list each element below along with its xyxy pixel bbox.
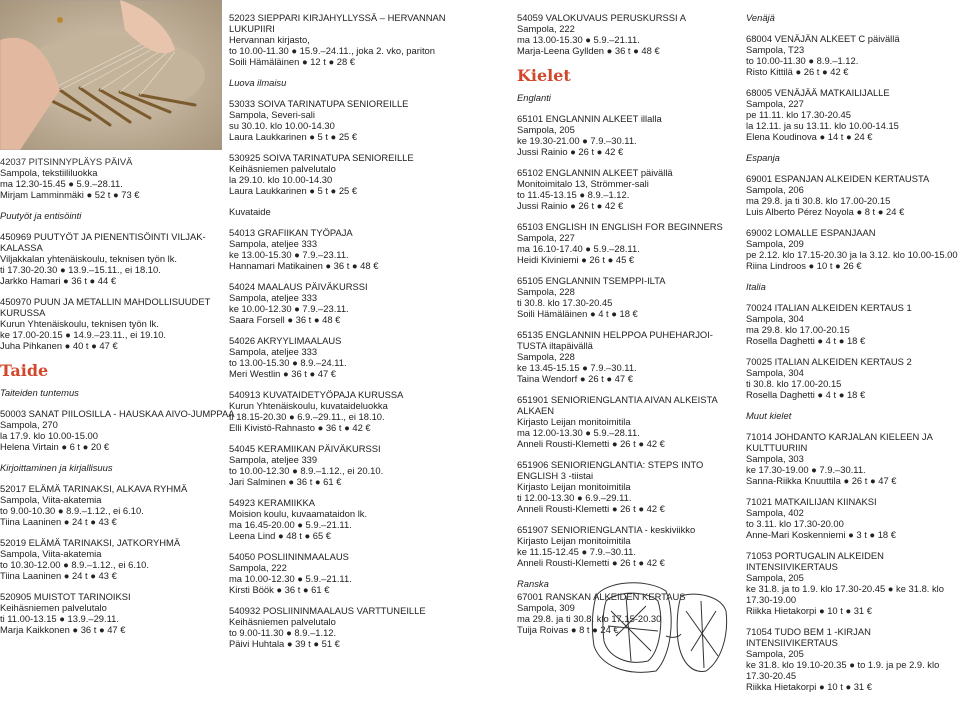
course-schedule: pe 2.12. klo 17.15-20.30 ja la 3.12. klo 10.00-15.00 <box>746 249 958 260</box>
course-title: 54045 KERAMIIKAN PÄIVÄKURSSI <box>229 443 381 454</box>
course-title: 52023 SIEPPARI KIRJAHYLLYSSÄ – HERVANNAN LUKUPIIRI <box>229 12 449 34</box>
course-entry <box>0 483 235 527</box>
course-entry <box>0 408 235 452</box>
course-schedule: to 10.00-11.30 ● 8.9.–1.12. <box>746 55 859 66</box>
course-title: 71053 PORTUGALIN ALKEIDEN INTENSIIVIKERTAUS <box>746 550 887 572</box>
course-entry <box>229 335 477 379</box>
course-schedule: la 29.10. klo 10.00-14.30 <box>229 174 333 185</box>
course-location: Sampola, Viita-akatemia <box>0 494 102 505</box>
course-schedule: ke 17.30-19.00 ● 7.9.–30.11. <box>746 464 866 475</box>
course-entry <box>229 389 477 433</box>
course-teacher: Riina Lindroos ● 10 t ● 26 € <box>746 260 862 271</box>
course-title: 67001 RANSKAN ALKEIDEN KERTAUS <box>517 591 686 602</box>
course-teacher: Helena Virtain ● 6 t ● 20 € <box>0 441 110 452</box>
course-schedule: ma 12.30-15.45 ● 5.9.–28.11. <box>0 178 123 189</box>
course-schedule: pe 11.11. klo 17.30-20.45 <box>746 109 851 120</box>
course-location: Sampola, 304 <box>746 367 804 378</box>
course-teacher: Soili Hämäläinen ● 12 t ● 28 € <box>229 56 355 67</box>
course-entry <box>746 431 960 486</box>
course-entry <box>746 496 960 540</box>
course-entry <box>229 98 477 142</box>
course-title: 71054 TUDO BEM 1 -KIRJAN INTENSIIVIKERTAUS <box>746 626 874 648</box>
course-schedule: ti 30.8. klo 17.30-20.45 <box>517 297 613 308</box>
course-title: 65101 ENGLANNIN ALKEET illalla <box>517 113 662 124</box>
course-teacher: Anneli Rousti-Klemetti ● 26 t ● 42 € <box>517 503 665 514</box>
course-schedule: to 10.30-12.00 ● 8.9.–1.12., ei 6.10. <box>0 559 150 570</box>
course-location: Sampola, tekstiililuokka <box>0 167 98 178</box>
course-schedule: ma 12.00-13.30 ● 5.9.–28.11. <box>517 427 640 438</box>
course-location: Sampola, 309 <box>517 602 575 613</box>
course-entry <box>229 443 477 487</box>
column-2 <box>229 12 477 659</box>
course-title: 52017 ELÄMÄ TARINAKSI, ALKAVA RYHMÄ <box>0 483 188 494</box>
course-teacher: Luis Alberto Pérez Noyola ● 8 t ● 24 € <box>746 206 905 217</box>
course-teacher: Jari Salminen ● 36 t ● 61 € <box>229 476 342 487</box>
subsection-heading: Kirjoittaminen ja kirjallisuus <box>0 462 113 473</box>
course-title: 71021 MATKAILIJAN KIINAKSI <box>746 496 877 507</box>
subsection-heading: Luova ilmaisu <box>229 77 287 88</box>
course-teacher: Riikka Hietakorpi ● 10 t ● 31 € <box>746 681 872 692</box>
course-title: 54026 AKRYYLIMAALAUS <box>229 335 342 346</box>
course-entry <box>517 524 739 568</box>
course-location: Sampola, 228 <box>517 351 575 362</box>
course-schedule: ke 13.00-15.30 ● 7.9.–23.11. <box>229 249 349 260</box>
course-schedule: to 9.00-10.30 ● 8.9.–1.12., ei 6.10. <box>0 505 144 516</box>
course-teacher: Marja Kaikkonen ● 36 t ● 47 € <box>0 624 126 635</box>
course-schedule: ma 16.45-20.00 ● 5.9.–21.11. <box>229 519 352 530</box>
course-location: Kurun Yhtenäiskoulu, teknisen työn lk. <box>0 318 159 329</box>
course-schedule: ma 29.8. ja ti 30.8. klo 17.15-20.30 <box>517 613 662 624</box>
course-location: Sampola, T23 <box>746 44 805 55</box>
course-location: Sampola, 402 <box>746 507 804 518</box>
course-title: 65135 ENGLANNIN HELPPOA PUHEHARJOI-TUSTA iltapäivällä <box>517 329 713 351</box>
subsection-heading: Espanja <box>746 152 780 163</box>
course-location: Kirjasto Leijan monitoimitila <box>517 416 631 427</box>
course-location: Sampola, ateljee 339 <box>229 454 318 465</box>
course-location: Monitoimitalo 13, Strömmer-sali <box>517 178 649 189</box>
course-title: 530925 SOIVA TARINATUPA SENIOREILLE <box>229 152 414 163</box>
course-location: Kirjasto Leijan monitoimitila <box>517 481 631 492</box>
subsection-heading: Muut kielet <box>746 410 792 421</box>
course-entry <box>746 626 960 692</box>
course-schedule: ke 31.8. ja to 1.9. klo 17.30-20.45 ● ke 31.8. klo 17.30-19.00 <box>746 583 947 605</box>
course-location: Sampola, 222 <box>517 23 575 34</box>
course-title: 540913 KUVATAIDETYÖPAJA KURUSSA <box>229 389 404 400</box>
course-teacher: Mirjam Lamminmäki ● 52 t ● 73 € <box>0 189 140 200</box>
course-entry <box>746 173 960 217</box>
course-title: 53033 SOIVA TARINATUPA SENIOREILLE <box>229 98 409 109</box>
course-schedule: to 9.00-11.30 ● 8.9.–1.12. <box>229 627 337 638</box>
course-entry <box>229 227 477 271</box>
course-title: 651901 SENIORIENGLANTIA AIVAN ALKEISTA ALKAEN <box>517 394 720 416</box>
column-3 <box>517 12 739 645</box>
course-entry <box>746 87 960 142</box>
course-location: Kirjasto Leijan monitoimitila <box>517 535 631 546</box>
course-location: Sampola, Severi-sali <box>229 109 315 120</box>
course-location: Sampola, Viita-akatemia <box>0 548 102 559</box>
course-entry <box>517 167 739 211</box>
course-title: 54024 MAALAUS PÄIVÄKURSSI <box>229 281 368 292</box>
course-title: 70024 ITALIAN ALKEIDEN KERTAUS 1 <box>746 302 912 313</box>
course-location: Sampola, 222 <box>229 562 287 573</box>
course-title: 54013 GRAFIIKAN TYÖPAJA <box>229 227 353 238</box>
course-location: Sampola, 205 <box>746 572 804 583</box>
course-location: Sampola, ateljee 333 <box>229 238 318 249</box>
course-schedule: ma 29.8. klo 17.00-20.15 <box>746 324 850 335</box>
course-teacher: Anne-Mari Koskenniemi ● 3 t ● 18 € <box>746 529 896 540</box>
course-title: 69002 LOMALLE ESPANJAAN <box>746 227 876 238</box>
course-location: Kurun Yhtenäiskoulu, kuvataideluokka <box>229 400 388 411</box>
course-teacher: Rosella Daghetti ● 4 t ● 18 € <box>746 335 866 346</box>
course-teacher: Marja-Leena Gyllden ● 36 t ● 48 € <box>517 45 660 56</box>
course-title: 69001 ESPANJAN ALKEIDEN KERTAUSTA <box>746 173 930 184</box>
subsection-heading: Ranska <box>517 578 549 589</box>
course-teacher: Heidi Kiviniemi ● 26 t ● 45 € <box>517 254 635 265</box>
course-title: 42037 PITSINNYPLÄYS PÄIVÄ <box>0 156 133 167</box>
course-entry <box>746 356 960 400</box>
course-entry <box>229 152 477 196</box>
course-location: Sampola, 209 <box>746 238 804 249</box>
course-entry <box>0 537 235 581</box>
course-entry <box>229 12 477 67</box>
section-heading-kielet: Kielet <box>517 66 571 85</box>
course-teacher: Riikka Hietakorpi ● 10 t ● 31 € <box>746 605 872 616</box>
course-teacher: Saara Forsell ● 36 t ● 48 € <box>229 314 341 325</box>
course-teacher: Kirsti Böök ● 36 t ● 61 € <box>229 584 330 595</box>
course-title: 54050 POSLIININMAALAUS <box>229 551 349 562</box>
course-teacher: Elena Koudinova ● 14 t ● 24 € <box>746 131 873 142</box>
course-location: Sampola, ateljee 333 <box>229 292 318 303</box>
course-schedule: ma 16.10-17.40 ● 5.9.–28.11. <box>517 243 640 254</box>
course-title: 540932 POSLIININMAALAUS VARTTUNEILLE <box>229 605 426 616</box>
course-location: Sampola, ateljee 333 <box>229 346 318 357</box>
course-title: 651907 SENIORIENGLANTIA - keskiviikko <box>517 524 696 535</box>
course-title: 54059 VALOKUVAUS PERUSKURSSI A <box>517 12 686 23</box>
course-teacher: Anneli Rousti-Klemetti ● 26 t ● 42 € <box>517 438 665 449</box>
course-entry <box>746 550 960 616</box>
subsection-heading: Englanti <box>517 92 551 103</box>
course-location: Sampola, 228 <box>517 286 575 297</box>
course-teacher: Tiina Laaninen ● 24 t ● 43 € <box>0 516 117 527</box>
course-schedule: to 10.00-11.30 ● 15.9.–24.11., joka 2. vko, pariton <box>229 45 435 56</box>
course-location: Sampola, 205 <box>746 648 804 659</box>
course-entry <box>517 394 739 449</box>
course-schedule: ma 29.8. ja ti 30.8. klo 17.00-20.15 <box>746 195 891 206</box>
course-location: Hervannan kirjasto, <box>229 34 310 45</box>
section-heading-taide: Taide <box>0 361 49 380</box>
course-entry <box>0 591 235 635</box>
subsection-heading: Venäjä <box>746 12 775 23</box>
course-location: Sampola, 227 <box>746 98 804 109</box>
course-schedule: to 10.00-12.30 ● 8.9.–1.12., ei 20.10. <box>229 465 384 476</box>
course-entry <box>229 551 477 595</box>
course-teacher: Hannamari Matikainen ● 36 t ● 48 € <box>229 260 379 271</box>
course-teacher: Jussi Rainio ● 26 t ● 42 € <box>517 146 624 157</box>
course-teacher: Laura Laukkarinen ● 5 t ● 25 € <box>229 131 358 142</box>
course-title: 54923 KERAMIIKKA <box>229 497 315 508</box>
course-title: 70025 ITALIAN ALKEIDEN KERTAUS 2 <box>746 356 912 367</box>
course-entry <box>517 113 739 157</box>
course-teacher: Risto Kittilä ● 26 t ● 42 € <box>746 66 849 77</box>
course-schedule: ti 18.15-20.30 ● 6.9.–29.11., ei 18.10. <box>229 411 385 422</box>
course-schedule: ke 10.00-12.30 ● 7.9.–23.11. <box>229 303 349 314</box>
course-location: Sampola, 205 <box>517 124 575 135</box>
course-entry <box>229 497 477 541</box>
course-teacher: Tuija Roivas ● 8 t ● 24 € <box>517 624 619 635</box>
lace-making-photo <box>0 0 222 150</box>
course-title: 65103 ENGLISH IN ENGLISH FOR BEGINNERS <box>517 221 723 232</box>
course-schedule: ke 17.00-20.15 ● 14.9.–23.11., ei 19.10. <box>0 329 167 340</box>
course-teacher: Päivi Huhtala ● 39 t ● 51 € <box>229 638 340 649</box>
course-location: Viljakkalan yhtenäiskoulu, teknisen työn lk. <box>0 253 178 264</box>
course-location: Keihäsniemen palvelutalo <box>229 163 336 174</box>
course-title: 71014 JOHDANTO KARJALAN KIELEEN JA KULTTUURIIN <box>746 431 935 453</box>
course-entry <box>746 33 960 77</box>
lace-photo-illustration <box>0 0 222 150</box>
course-location: Moision koulu, kuvaamataidon lk. <box>229 508 368 519</box>
course-entry <box>0 231 235 286</box>
course-schedule: to 3.11. klo 17.30-20.00 <box>746 518 844 529</box>
course-title: 450969 PUUTYÖT JA PIENENTISÖINTI VILJAK-KALASSA <box>0 231 206 253</box>
course-schedule: to 11.45-13.15 ● 8.9.–1.12. <box>517 189 630 200</box>
course-schedule: ke 13.45-15.15 ● 7.9.–30.11. <box>517 362 637 373</box>
course-schedule: ti 17.30-20.30 ● 13.9.–15.11., ei 18.10. <box>0 264 161 275</box>
course-title: 65102 ENGLANNIN ALKEET päivällä <box>517 167 673 178</box>
course-teacher: Jarkko Hamari ● 36 t ● 44 € <box>0 275 117 286</box>
course-entry <box>0 296 235 351</box>
course-schedule: ti 30.8. klo 17.00-20.15 <box>746 378 842 389</box>
course-location: Sampola, 206 <box>746 184 804 195</box>
subsection-heading: Puutyöt ja entisöinti <box>0 210 82 221</box>
course-schedule: ma 10.00-12.30 ● 5.9.–21.11. <box>229 573 352 584</box>
column-4 <box>746 12 960 702</box>
course-title: 68005 VENÄJÄÄ MATKAILIJALLE <box>746 87 890 98</box>
course-teacher: Laura Laukkarinen ● 5 t ● 25 € <box>229 185 358 196</box>
course-schedule: ma 13.00-15.30 ● 5.9.–21.11. <box>517 34 640 45</box>
course-location: Sampola, 303 <box>746 453 804 464</box>
course-teacher: Meri Westlin ● 36 t ● 47 € <box>229 368 337 379</box>
subsection-heading: Kuvataide <box>229 206 271 217</box>
course-title: 520905 MUISTOT TARINOIKSI <box>0 591 131 602</box>
course-teacher: Taina Wendorf ● 26 t ● 47 € <box>517 373 633 384</box>
course-entry <box>517 275 739 319</box>
course-intro <box>0 156 235 200</box>
subsection-heading: Taiteiden tuntemus <box>0 387 79 398</box>
course-location: Sampola, 270 <box>0 419 58 430</box>
course-title: 52019 ELÄMÄ TARINAKSI, JATKORYHMÄ <box>0 537 181 548</box>
course-schedule: ti 12.00-13.30 ● 6.9.–29.11. <box>517 492 632 503</box>
course-entry <box>229 281 477 325</box>
course-schedule: la 17.9. klo 10.00-15.00 <box>0 430 98 441</box>
course-entry <box>517 221 739 265</box>
course-title: 651906 SENIORIENGLANTIA: STEPS INTO ENGLISH 3 -tiistai <box>517 459 706 481</box>
course-title: 50003 SANAT PIILOSILLA - HAUSKAA AIVO-JUMPPAA <box>0 408 235 419</box>
course-entry <box>746 302 960 346</box>
course-teacher: Soili Hämäläinen ● 4 t ● 18 € <box>517 308 638 319</box>
course-entry <box>517 329 739 384</box>
course-schedule: ke 11.15-12.45 ● 7.9.–30.11. <box>517 546 636 557</box>
course-location: Keihäsniemen palvelutalo <box>0 602 107 613</box>
course-schedule: to 13.00-15.30 ● 8.9.–24.11. <box>229 357 347 368</box>
course-title: 68004 VENÄJÄN ALKEET C päivällä <box>746 33 900 44</box>
lace-sketch-illustration <box>586 576 736 678</box>
course-entry <box>517 459 739 514</box>
course-schedule: la 12.11. ja su 13.11. klo 10.00-14.15 <box>746 120 899 131</box>
subsection-heading: Italia <box>746 281 766 292</box>
course-schedule: ti 11.00-13.15 ● 13.9.–29.11. <box>0 613 119 624</box>
course-location: Sampola, 304 <box>746 313 804 324</box>
course-teacher: Rosella Daghetti ● 4 t ● 18 € <box>746 389 866 400</box>
course-teacher: Tiina Laaninen ● 24 t ● 43 € <box>0 570 117 581</box>
course-schedule: ke 19.30-21.00 ● 7.9.–30.11. <box>517 135 637 146</box>
course-title: 450970 PUUN JA METALLIN MAHDOLLISUUDET KURUSSA <box>0 296 213 318</box>
course-teacher: Jussi Rainio ● 26 t ● 42 € <box>517 200 624 211</box>
course-teacher: Leena Lind ● 48 t ● 65 € <box>229 530 332 541</box>
course-entry <box>229 605 477 649</box>
course-location: Keihäsniemen palvelutalo <box>229 616 336 627</box>
course-teacher: Juha Pihkanen ● 40 t ● 47 € <box>0 340 118 351</box>
course-schedule: su 30.10. klo 10.00-14.30 <box>229 120 335 131</box>
course-entry <box>517 12 739 56</box>
course-title: 65105 ENGLANNIN TSEMPPI-ILTA <box>517 275 666 286</box>
course-teacher: Elli Kivistö-Rahnasto ● 36 t ● 42 € <box>229 422 371 433</box>
course-location: Sampola, 227 <box>517 232 575 243</box>
course-teacher: Anneli Rousti-Klemetti ● 26 t ● 42 € <box>517 557 665 568</box>
course-schedule: ke 31.8. klo 19.10-20.35 ● to 1.9. ja pe 2.9. klo 17.30-20.45 <box>746 659 942 681</box>
course-teacher: Sanna-Riikka Knuuttila ● 26 t ● 47 € <box>746 475 897 486</box>
course-entry <box>746 227 960 271</box>
